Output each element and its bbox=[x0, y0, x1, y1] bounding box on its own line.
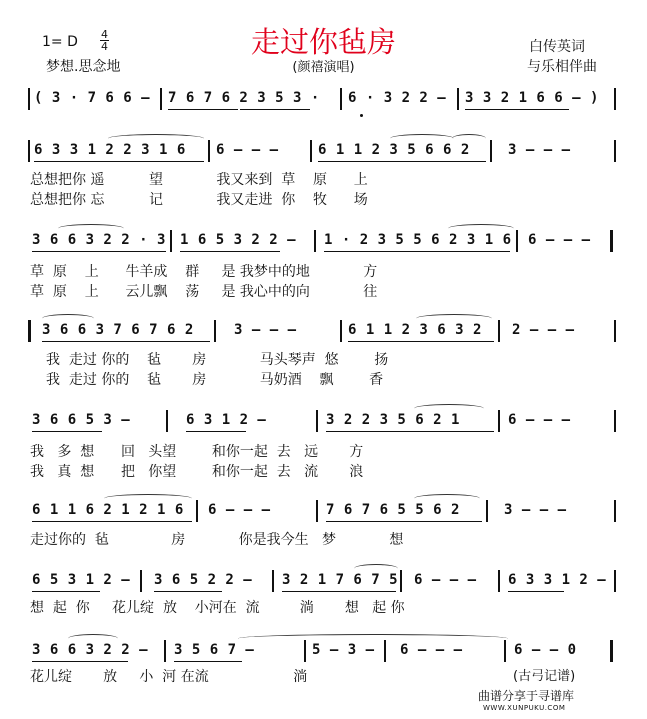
notation-line bbox=[28, 230, 618, 254]
slur bbox=[416, 314, 492, 323]
underline bbox=[42, 341, 210, 342]
measure: 3 6 5 2 2 – bbox=[154, 572, 253, 588]
measure: 6 3 3 1 2 – bbox=[508, 572, 607, 588]
barline bbox=[614, 410, 616, 432]
measure: 3 5 6 7 – bbox=[174, 642, 255, 658]
lyric-verse-2: 我 真 想 把 你望 和你一起 去 流 浪 bbox=[30, 464, 364, 480]
measure: 3 – – – bbox=[504, 502, 567, 518]
barline bbox=[498, 570, 500, 592]
measure: 1 · 2 3 5 5 6 2 3 1 6 bbox=[324, 232, 512, 248]
barline bbox=[314, 230, 316, 252]
barline bbox=[28, 88, 30, 110]
composer-credit: 与乐相伴曲 bbox=[527, 59, 597, 75]
barline bbox=[160, 88, 162, 110]
measure: 5 – 3 – bbox=[312, 642, 375, 658]
barline bbox=[490, 140, 492, 162]
measure: 6 1 1 2 3 6 3 2 bbox=[348, 322, 482, 338]
underline bbox=[32, 251, 166, 252]
repeat-end-barline bbox=[610, 230, 613, 252]
barline bbox=[340, 88, 342, 110]
lyric-verse-2: 草 原 上 云儿飘 荡 是 我心中的向 往 bbox=[30, 284, 378, 300]
final-barline bbox=[610, 640, 613, 662]
underline bbox=[348, 341, 494, 342]
time-signature-bottom: 4 bbox=[101, 40, 108, 53]
barline bbox=[272, 570, 274, 592]
measure: 6 – – – bbox=[414, 572, 477, 588]
measure: 6 1 1 2 3 5 6 6 2 bbox=[318, 142, 470, 158]
measure: 3 – – – bbox=[508, 142, 571, 158]
measure: 6 – – – bbox=[216, 142, 279, 158]
underline bbox=[326, 521, 482, 522]
measure: 6 5 3 1 2 – bbox=[32, 572, 131, 588]
underline bbox=[508, 591, 564, 592]
key-signature: 1= D bbox=[42, 34, 78, 50]
lyric-verse-1: 草 原 上 牛羊成 群 是 我梦中的地 方 bbox=[30, 264, 378, 280]
notation-line bbox=[28, 640, 618, 664]
expression-mark: 梦想.思念地 bbox=[46, 59, 121, 75]
barline bbox=[310, 140, 312, 162]
slur bbox=[238, 634, 508, 643]
time-signature-top: 4 bbox=[101, 28, 108, 41]
barline bbox=[170, 230, 172, 252]
lyric-verse-1: 花儿绽 放 小 河 在流 淌 bbox=[30, 669, 308, 685]
repeat-start-barline bbox=[28, 320, 31, 342]
underline bbox=[154, 591, 222, 592]
barline bbox=[164, 640, 166, 662]
notation-line bbox=[28, 410, 618, 434]
underline bbox=[240, 109, 310, 110]
underline bbox=[32, 431, 102, 432]
measure: 3 6 6 3 7 6 7 6 2 bbox=[42, 322, 194, 338]
barline bbox=[614, 500, 616, 522]
performer-line: (颜禧演唱) bbox=[292, 60, 355, 75]
notation-line bbox=[28, 500, 618, 524]
barline bbox=[316, 410, 318, 432]
lyric-verse-1: 我 走过 你的 毡 房 马头琴声 悠 扬 bbox=[46, 352, 389, 368]
measure: 7 6 7 6 5 5 6 2 bbox=[326, 502, 460, 518]
barline bbox=[208, 140, 210, 162]
barline bbox=[614, 570, 616, 592]
measure: 3 2 1 7 6 7 5 bbox=[282, 572, 399, 588]
measure: 6 1 1 6 2 1 2 1 6 bbox=[32, 502, 184, 518]
octave-dot bbox=[360, 114, 363, 117]
lyric-verse-1: 总想把你 遥 望 我又来到 草 原 上 bbox=[30, 172, 368, 188]
barline bbox=[516, 230, 518, 252]
measure: 3 6 6 3 2 2 – bbox=[32, 642, 149, 658]
underline bbox=[32, 661, 128, 662]
slur bbox=[68, 634, 118, 643]
measure: 6 3 1 2 – bbox=[186, 412, 267, 428]
lyric-verse-2: 总想把你 忘 记 我又走进 你 牧 场 bbox=[30, 192, 368, 208]
underline bbox=[168, 109, 238, 110]
barline bbox=[614, 320, 616, 342]
slur bbox=[42, 314, 94, 323]
barline bbox=[196, 500, 198, 522]
lyric-verse-1: 想 起 你 花儿绽 放 小河在 流 淌 想 起 你 bbox=[30, 600, 405, 616]
lyric-verse-1: 我 多 想 回 头望 和你一起 去 远 方 bbox=[30, 444, 364, 460]
slur bbox=[354, 564, 398, 573]
measure: 3 2 2 3 5 6 2 1 bbox=[326, 412, 460, 428]
barline bbox=[384, 640, 386, 662]
underline bbox=[180, 251, 280, 252]
barline bbox=[486, 500, 488, 522]
notation-line bbox=[28, 570, 618, 594]
measure: 3 6 6 5 3 – bbox=[32, 412, 131, 428]
barline bbox=[504, 640, 506, 662]
barline bbox=[214, 320, 216, 342]
measure: 6 – – – bbox=[528, 232, 591, 248]
notation-line bbox=[28, 320, 618, 344]
song-title: 走过你毡房 bbox=[250, 25, 396, 59]
watermark-url[interactable]: WWW.XUNPUKU.COM bbox=[483, 704, 566, 712]
measure: 7 6 7 6 2 3 5 3 · bbox=[168, 90, 320, 106]
measure: 3 3 2 1 6 6 – ) bbox=[465, 90, 599, 106]
barline bbox=[304, 640, 306, 662]
measure: 6 – – – bbox=[208, 502, 271, 518]
underline bbox=[174, 661, 242, 662]
underline bbox=[282, 591, 396, 592]
barline bbox=[166, 410, 168, 432]
measure: 6 – – – bbox=[508, 412, 571, 428]
barline bbox=[614, 140, 616, 162]
barline bbox=[614, 88, 616, 110]
slur bbox=[452, 134, 486, 143]
underline bbox=[465, 109, 569, 110]
barline bbox=[498, 320, 500, 342]
lyricist-credit: 白传英词 bbox=[529, 39, 585, 55]
barline bbox=[340, 320, 342, 342]
underline bbox=[324, 251, 510, 252]
slur bbox=[58, 224, 124, 233]
slur bbox=[104, 494, 192, 503]
lyric-verse-2: 我 走过 你的 毡 房 马奶酒 飘 香 bbox=[46, 372, 384, 388]
slur bbox=[414, 404, 484, 413]
barline bbox=[400, 570, 402, 592]
measure: 1 6 5 3 2 2 – bbox=[180, 232, 297, 248]
barline bbox=[457, 88, 459, 110]
measure: 6 – – – bbox=[400, 642, 463, 658]
slur bbox=[390, 134, 454, 143]
barline bbox=[28, 140, 30, 162]
underline bbox=[32, 591, 100, 592]
transcriber-credit: (古弓记谱) bbox=[513, 669, 576, 684]
underline bbox=[34, 161, 204, 162]
measure: 6 · 3 2 2 – bbox=[348, 90, 447, 106]
underline bbox=[326, 431, 494, 432]
slur bbox=[448, 224, 514, 233]
measure: 3 6 6 3 2 2 · 3 bbox=[32, 232, 166, 248]
measure: 2 – – – bbox=[512, 322, 575, 338]
notation-line bbox=[28, 88, 618, 112]
watermark-brand: 曲谱分享于寻谱库 bbox=[478, 689, 575, 703]
underline bbox=[32, 521, 192, 522]
notation-line bbox=[28, 140, 618, 164]
measure: 6 3 3 1 2 2 3 1 6 bbox=[34, 142, 186, 158]
measure: 6 – – 0 bbox=[514, 642, 577, 658]
barline bbox=[316, 500, 318, 522]
barline bbox=[498, 410, 500, 432]
underline bbox=[318, 161, 486, 162]
measure: ( 3 · 7 6 6 – bbox=[34, 90, 151, 106]
measure: 3 – – – bbox=[234, 322, 297, 338]
underline bbox=[186, 431, 246, 432]
slur bbox=[414, 494, 480, 503]
slur bbox=[108, 134, 204, 143]
barline bbox=[140, 570, 142, 592]
lyric-verse-1: 走过你的 毡 房 你是我今生 梦 想 bbox=[30, 532, 404, 548]
